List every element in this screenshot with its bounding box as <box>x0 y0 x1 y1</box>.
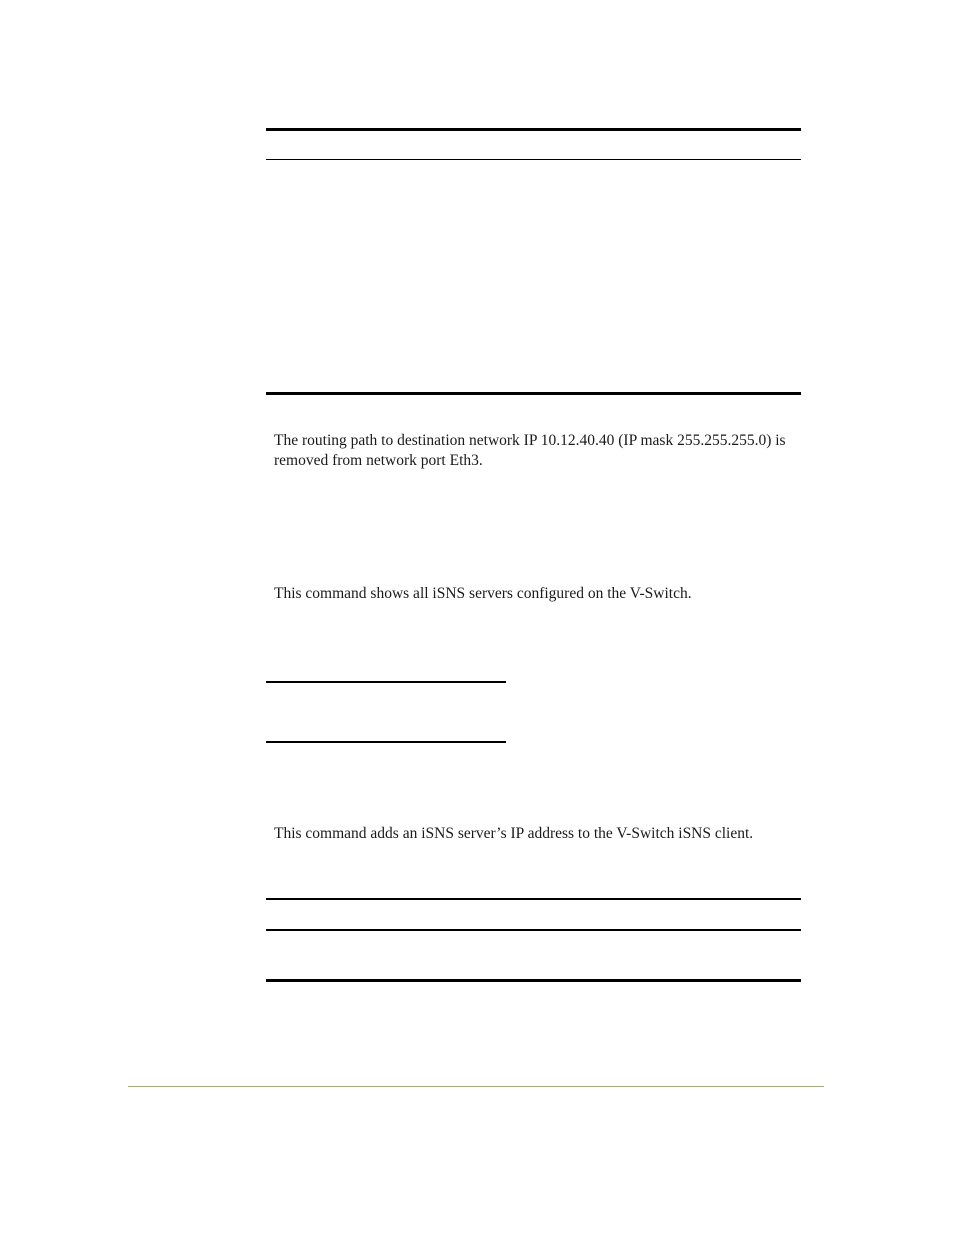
param-table-top-rule <box>266 898 801 900</box>
table-bottom-rule <box>266 392 801 395</box>
footer-rule <box>128 1086 824 1087</box>
syntax-table-top-rule <box>266 681 506 683</box>
isns-show-description: This command shows all iSNS servers configured on the V-Switch. <box>274 585 692 602</box>
param-table-bottom-rule <box>266 979 801 982</box>
table-top-rule <box>266 128 801 131</box>
route-removed-paragraph-line2: removed from network port Eth3. <box>274 452 483 469</box>
syntax-table-bottom-rule <box>266 741 506 743</box>
param-table-header-rule <box>266 929 801 931</box>
isns-add-description: This command adds an iSNS server’s IP address to the V-Switch iSNS client. <box>274 825 754 842</box>
route-removed-paragraph-line1: The routing path to destination network IP 10.12.40.40 (IP mask 255.255.255.0) is <box>274 432 786 449</box>
table-header-rule <box>266 159 801 160</box>
